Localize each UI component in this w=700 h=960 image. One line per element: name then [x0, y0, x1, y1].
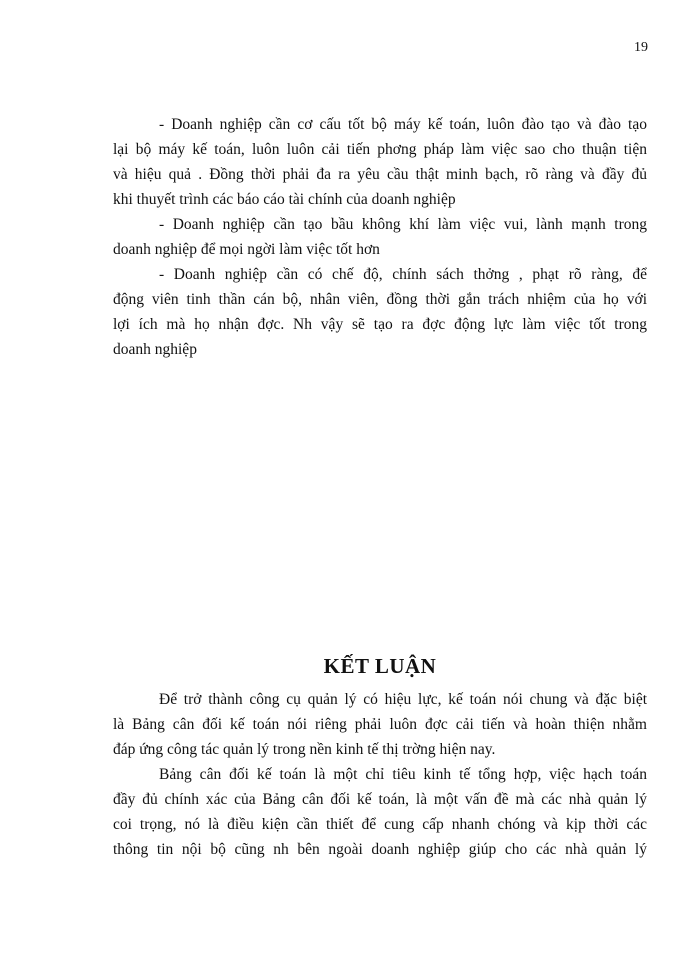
text-line: Để trở thành công cụ quản lý có hiệu lực, kế toán nói chung và đặc biệt: [159, 691, 647, 708]
page-number: 19: [634, 40, 648, 55]
text-line: Bảng cân đối kế toán là một chỉ tiêu kinh tế tổng hợp, việc hạch toán: [159, 766, 647, 783]
text-line: đầy đủ chính xác của Bảng cân đối kế toán, là một vấn đề mà các nhà quản lý: [113, 791, 647, 808]
conclusion-section: [113, 687, 647, 862]
text-line: - Doanh nghiệp cần tạo bầu không khí làm việc vui, lành mạnh trong: [159, 216, 647, 233]
text-line: doanh nghiệp để mọi ngời làm việc tốt hơn: [113, 241, 380, 258]
text-line: lại bộ máy kế toán, luôn luôn cải tiến phơng pháp làm việc sao cho thuận tiện: [113, 141, 647, 158]
conclusion-heading: KẾT LUẬN: [323, 654, 437, 678]
text-line: đáp ứng công tác quản lý trong nền kinh tế thị trờng hiện nay.: [113, 741, 496, 758]
text-line: doanh nghiệp: [113, 341, 197, 358]
text-line: động viên tinh thần cán bộ, nhân viên, đồng thời gắn trách nhiệm của họ với: [113, 291, 647, 308]
text-line: - Doanh nghiệp cần có chế độ, chính sách thởng , phạt rõ ràng, để: [159, 266, 647, 283]
text-line: và hiệu quả . Đồng thời phải đa ra yêu cầu thật minh bạch, rõ ràng và đầy đủ: [113, 166, 647, 183]
text-line: thông tin nội bộ cũng nh bên ngoài doanh nghiệp giúp cho các nhà quản lý: [113, 841, 647, 858]
text-line: - Doanh nghiệp cần cơ cấu tốt bộ máy kế toán, luôn đào tạo và đào tạo: [159, 116, 647, 133]
recommendations-section: [113, 112, 647, 362]
text-line: lợi ích mà họ nhận đợc. Nh vậy sẽ tạo ra đợc động lực làm việc tốt trong: [113, 316, 647, 333]
text-line: là Bảng cân đối kế toán nói riêng phải luôn đợc cải tiến và hoàn thiện nhằm: [113, 716, 647, 733]
text-line: khi thuyết trình các báo cáo tài chính của doanh nghiệp: [113, 191, 456, 208]
text-line: coi trọng, nó là điều kiện cần thiết để cung cấp nhanh chóng và kịp thời các: [113, 816, 647, 833]
